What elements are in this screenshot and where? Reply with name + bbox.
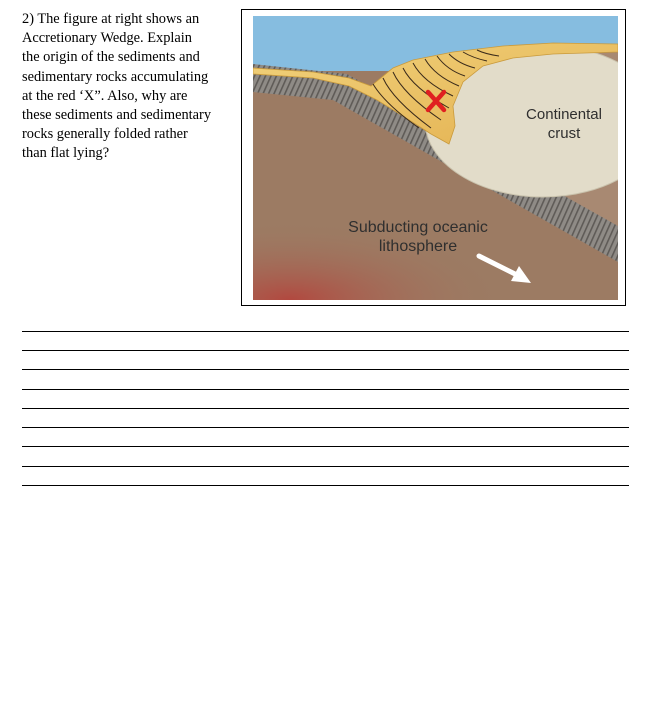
answer-line[interactable] [22, 331, 629, 332]
question-text [22, 10, 237, 164]
answer-line[interactable] [22, 446, 629, 447]
question-line: these sediments and sedimentary [22, 107, 212, 124]
answer-line[interactable] [22, 389, 629, 390]
question-line: than flat lying? [22, 145, 110, 162]
answer-line[interactable] [22, 408, 629, 409]
continental-crust-label: Continental [526, 106, 602, 123]
answer-line[interactable] [22, 369, 629, 370]
question-line: sedimentary rocks accumulating [22, 68, 209, 85]
wedge-diagram [253, 16, 618, 300]
question-line: Accretionary Wedge. Explain [22, 30, 192, 47]
question-line: 2) The figure at right shows an [22, 11, 200, 27]
question-line: at the red ‘X”. Also, why are [22, 87, 188, 104]
answer-line[interactable] [22, 485, 629, 486]
continental-crust-label: crust [547, 125, 581, 142]
question-line: rocks generally folded rather [22, 126, 188, 143]
question-line: the origin of the sediments and [22, 49, 200, 66]
subducting-label: Subducting oceanic [348, 219, 488, 236]
subducting-label: lithosphere [378, 238, 458, 255]
answer-line[interactable] [22, 466, 629, 467]
accretionary-wedge-figure [241, 9, 626, 306]
answer-line[interactable] [22, 350, 629, 351]
answer-line[interactable] [22, 427, 629, 428]
